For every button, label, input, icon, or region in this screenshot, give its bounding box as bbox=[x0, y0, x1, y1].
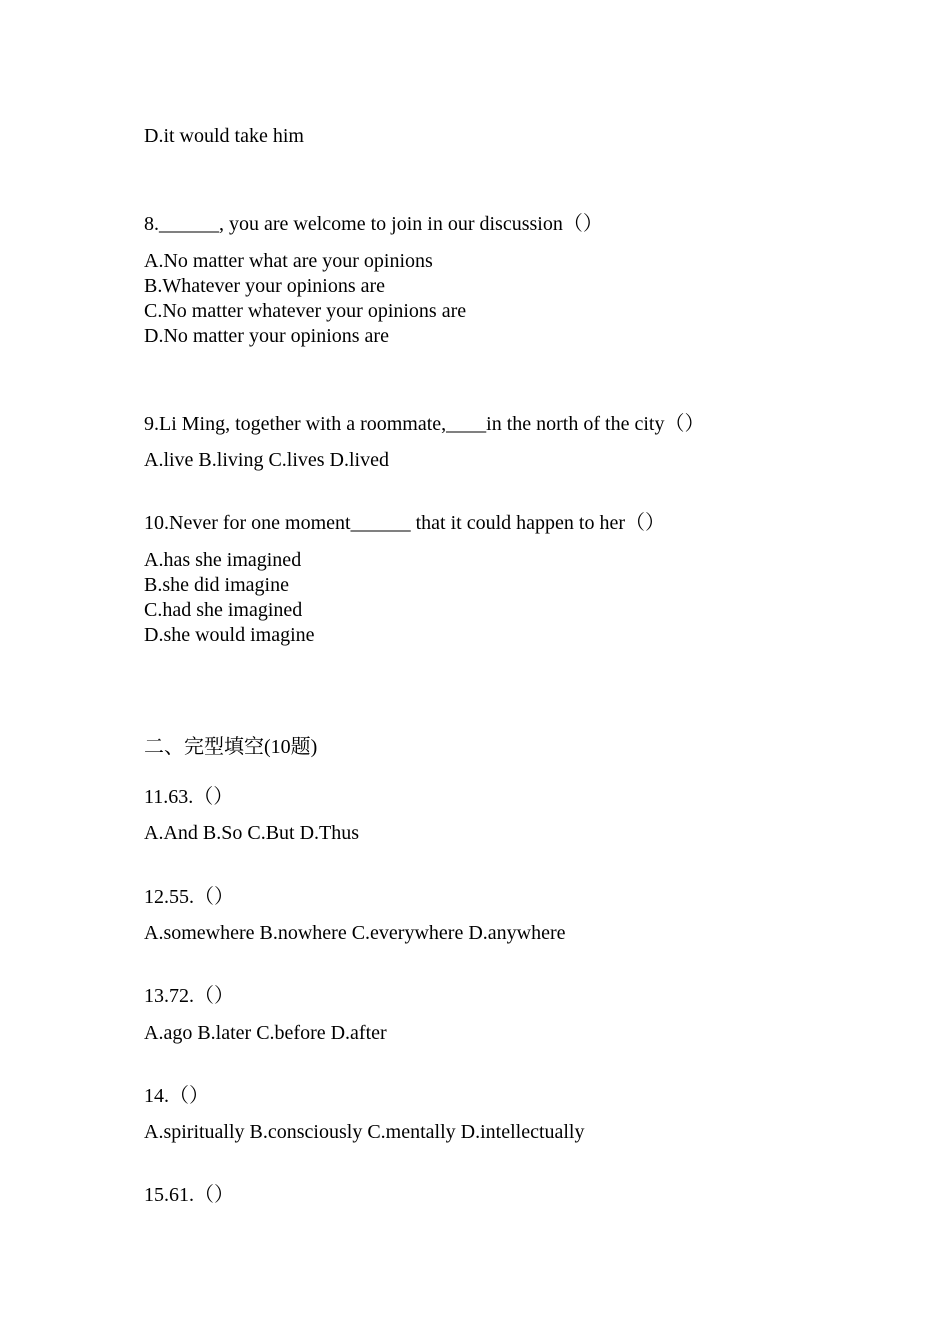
q9-options: A.live B.living C.lives D.lived bbox=[144, 449, 389, 471]
q8-option-b: B.Whatever your opinions are bbox=[144, 275, 386, 297]
q11-options: A.And B.So C.But D.Thus bbox=[144, 822, 360, 844]
q8-stem: 8.______, you are welcome to join in our discussion（） bbox=[144, 213, 603, 235]
q15-stem: 15.61.（） bbox=[144, 1184, 234, 1206]
q8-option-a: A.No matter what are your opinions bbox=[144, 250, 433, 272]
q8-option-d: D.No matter your opinions are bbox=[144, 325, 389, 347]
q8-option-c: C.No matter whatever your opinions are bbox=[144, 300, 467, 322]
q12-stem: 12.55.（） bbox=[144, 886, 234, 908]
q7-option-d: D.it would take him bbox=[144, 125, 304, 147]
q10-option-c: C.had she imagined bbox=[144, 599, 303, 621]
q12-options: A.somewhere B.nowhere C.everywhere D.anywhere bbox=[144, 922, 566, 944]
q13-options: A.ago B.later C.before D.after bbox=[144, 1022, 387, 1044]
q9-stem: 9.Li Ming, together with a roommate,____in the north of the city（） bbox=[144, 413, 705, 435]
q14-stem: 14.（） bbox=[144, 1085, 209, 1107]
q10-option-b: B.she did imagine bbox=[144, 574, 289, 596]
q13-stem: 13.72.（） bbox=[144, 985, 234, 1007]
section-title: 二、完型填空(10题) bbox=[144, 736, 318, 758]
q10-option-d: D.she would imagine bbox=[144, 624, 315, 646]
q11-stem: 11.63.（） bbox=[144, 786, 234, 808]
q10-stem: 10.Never for one moment______ that it could happen to her（） bbox=[144, 512, 665, 534]
q10-option-a: A.has she imagined bbox=[144, 549, 302, 571]
q14-options: A.spiritually B.consciously C.mentally D.intellectually bbox=[144, 1121, 585, 1143]
